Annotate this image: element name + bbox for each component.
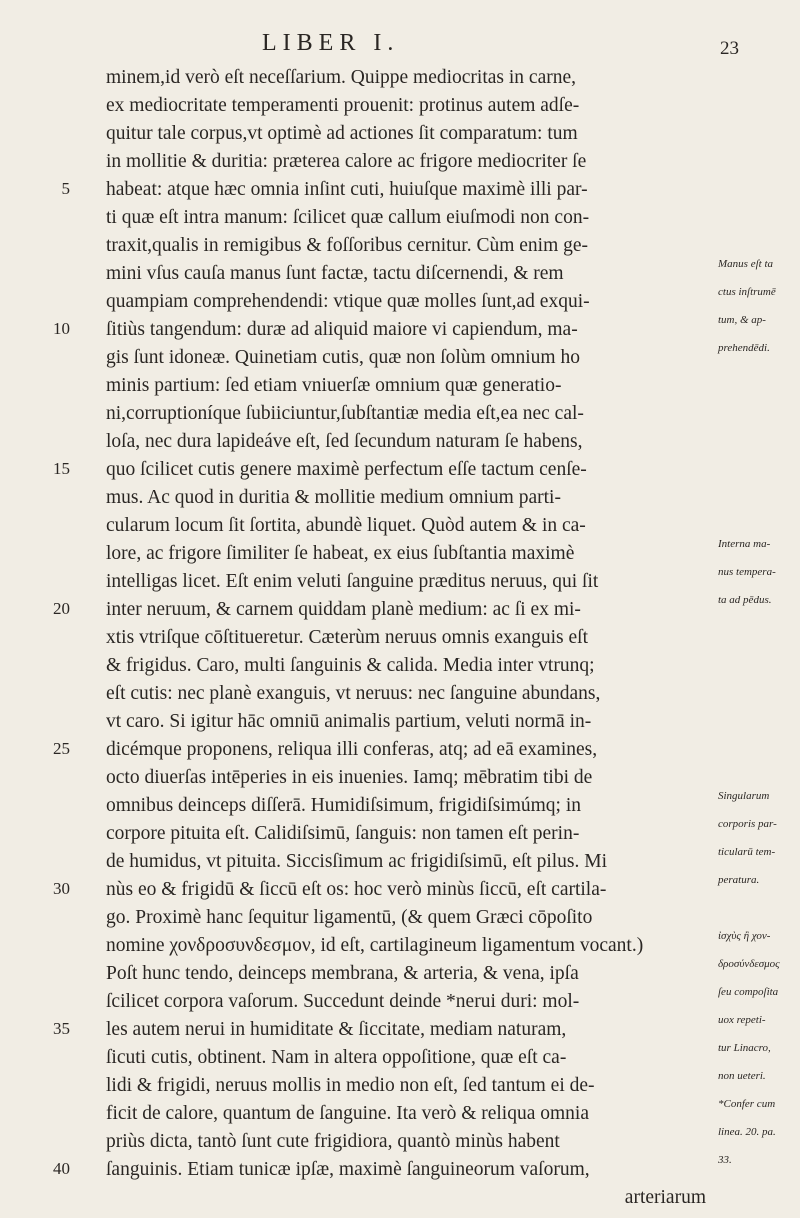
text-line <box>40 512 790 540</box>
line-text: gis ſunt idoneæ. Quinetiam cutis, quæ non ſolùm omnium ho <box>106 347 580 368</box>
marginal-note: δροσύνδεσμος <box>718 958 780 970</box>
line-number: 40 <box>53 1159 70 1178</box>
line-text: minem,id verò eſt neceſſarium. Quippe mediocritas in carne, <box>106 67 576 88</box>
text-line <box>40 568 790 596</box>
line-text: omnibus deinceps diſſerā. Humidiſsimum, frigidiſsimúmq; in <box>106 795 582 816</box>
text-line <box>40 484 790 512</box>
text-line <box>40 904 790 932</box>
page-header <box>0 30 800 60</box>
marginal-note: tum, & ap- <box>718 314 766 326</box>
text-line <box>40 960 790 988</box>
line-text: ti quæ eſt intra manum: ſcilicet quæ callum eiuſmodi non con- <box>106 207 590 228</box>
text-line <box>40 176 790 204</box>
marginal-note: peratura. <box>718 874 760 886</box>
line-text: de humidus, vt pituita. Siccisſimum ac frigidiſsimū, eſt pilus. Mi <box>106 851 608 872</box>
marginal-note: corporis par- <box>718 818 777 830</box>
page-number: 23 <box>720 38 739 59</box>
marginal-note: nus tempera- <box>718 566 776 578</box>
main-text <box>40 64 790 1212</box>
text-line <box>40 792 790 820</box>
line-text: priùs dicta, tantò ſunt cute frigidiora, quantò minùs habent <box>106 1131 560 1152</box>
text-line <box>40 820 790 848</box>
line-number: 5 <box>61 179 70 198</box>
line-text: intelligas licet. Eſt enim veluti ſanguine præditus neruus, qui ſit <box>106 571 599 592</box>
marginal-note: Interna ma- <box>718 538 771 550</box>
text-line <box>40 624 790 652</box>
line-text: ex mediocritate temperamenti prouenit: protinus autem adſe- <box>106 95 580 116</box>
marginal-note: ἰσχὺς ἢ χον- <box>718 930 771 942</box>
text-line <box>40 288 790 316</box>
line-text: ſitiùs tangendum: duræ ad aliquid maiore vi capiendum, ma- <box>106 319 578 340</box>
text-line <box>40 456 790 484</box>
line-text: octo diuerſas intēperies in eis inuenies. Iamq; mēbratim tibi de <box>106 767 593 788</box>
line-text: nomine χονδροσυνδεσμον, id eſt, cartilagineum ligamentum vocant.) <box>106 935 644 956</box>
line-text: loſa, nec dura lapideáve eſt, ſed ſecundum naturam ſe habens, <box>106 431 583 452</box>
marginal-note: tur Linacro, <box>718 1042 771 1054</box>
marginal-note: ſeu compoſita <box>718 986 779 998</box>
catchword: arteriarum <box>624 1187 706 1208</box>
text-line <box>40 1156 790 1184</box>
text-line <box>40 1016 790 1044</box>
text-line <box>40 680 790 708</box>
text-line <box>40 64 790 92</box>
line-text: habeat: atque hæc omnia inſint cuti, huiuſque maximè illi par- <box>106 179 588 200</box>
line-text: ficit de calore, quantum de ſanguine. Ita verò & reliqua omnia <box>106 1103 589 1124</box>
line-text: traxit,qualis in remigibus & foſſoribus cernitur. Cùm enim ge- <box>106 235 589 256</box>
marginal-note: Manus eſt ta <box>718 258 773 270</box>
line-text: lidi & frigidi, neruus mollis in medio non eſt, ſed tantum ei de- <box>106 1075 595 1096</box>
text-line <box>40 120 790 148</box>
text-line <box>40 204 790 232</box>
line-text: ſicuti cutis, obtinent. Nam in altera oppoſitione, quæ eſt ca- <box>106 1047 567 1068</box>
marginal-note: *Confer cum <box>718 1098 776 1110</box>
text-line <box>40 988 790 1016</box>
text-line <box>40 1044 790 1072</box>
line-text: eſt cutis: nec planè exanguis, vt neruus: nec ſanguine abundans, <box>106 683 601 704</box>
text-line <box>40 316 790 344</box>
line-text: Poſt hunc tendo, deinceps membrana, & arteria, & vena, ipſa <box>106 963 579 984</box>
text-line <box>40 428 790 456</box>
text-line <box>40 764 790 792</box>
marginal-note: ta ad pēdus. <box>718 594 772 606</box>
text-line <box>40 876 790 904</box>
catchword-row <box>40 1184 790 1212</box>
text-line <box>40 652 790 680</box>
text-line <box>40 344 790 372</box>
marginal-note: uox repeti- <box>718 1014 766 1026</box>
text-line <box>40 708 790 736</box>
line-text: quo ſcilicet cutis genere maximè perfectum eſſe tactum cenſe- <box>106 459 587 480</box>
text-line <box>40 932 790 960</box>
text-line <box>40 148 790 176</box>
line-text: ſanguinis. Etiam tunicæ ipſæ, maximè ſanguineorum vaſorum, <box>106 1159 590 1180</box>
text-line <box>40 92 790 120</box>
line-text: ſcilicet corpora vaſorum. Succedunt deinde *nerui duri: mol- <box>106 991 580 1012</box>
line-text: dicémque proponens, reliqua illi conferas, atq; ad eā examines, <box>106 739 598 760</box>
line-text: vt caro. Si igitur hāc omniū animalis partium, veluti normā in- <box>106 711 592 732</box>
line-text: in mollitie & duritia: præterea calore ac frigore mediocriter ſe <box>106 151 587 172</box>
text-line <box>40 1072 790 1100</box>
line-text: mus. Ac quod in duritia & mollitie medium omnium parti- <box>106 487 561 508</box>
text-line <box>40 260 790 288</box>
marginal-note: non ueteri. <box>718 1070 766 1082</box>
line-text: cularum locum ſit ſortita, abundè liquet. Quòd autem & in ca- <box>106 515 586 536</box>
running-title: LIBER I. <box>262 30 400 56</box>
marginal-note: ticularū tem- <box>718 846 776 858</box>
line-text: ni,corruptioníque ſubiiciuntur,ſubſtantiæ media eſt,ea nec cal- <box>106 403 584 424</box>
line-number: 35 <box>53 1019 70 1038</box>
line-text: quampiam comprehendendi: vtique quæ molles ſunt,ad exqui- <box>106 291 590 312</box>
text-line <box>40 400 790 428</box>
text-line <box>40 848 790 876</box>
line-text: quitur tale corpus,vt optimè ad actiones ſit comparatum: tum <box>106 123 578 144</box>
line-number: 25 <box>53 739 70 758</box>
text-line <box>40 1128 790 1156</box>
line-text: go. Proximè hanc ſequitur ligamentū, (& quem Græci cōpoſito <box>106 907 593 928</box>
line-number: 20 <box>53 599 70 618</box>
text-line <box>40 736 790 764</box>
line-text: & frigidus. Caro, multi ſanguinis & calida. Media inter vtrunq; <box>106 655 595 676</box>
line-text: inter neruum, & carnem quiddam planè medium: ac ſi ex mi- <box>106 599 581 620</box>
marginal-note: prehendēdi. <box>718 342 770 354</box>
line-text: lore, ac frigore ſimiliter ſe habeat, ex eius ſubſtantia maximè <box>106 543 575 564</box>
text-line <box>40 596 790 624</box>
line-text: les autem nerui in humiditate & ſiccitate, mediam naturam, <box>106 1019 567 1040</box>
line-number: 15 <box>53 459 70 478</box>
line-number: 30 <box>53 879 70 898</box>
text-line <box>40 1100 790 1128</box>
marginal-note: 33. <box>718 1154 732 1166</box>
line-text: corpore pituita eſt. Calidiſsimū, ſanguis: non tamen eſt perin- <box>106 823 580 844</box>
line-text: minis partium: ſed etiam vniuerſæ omnium quæ generatio- <box>106 375 562 396</box>
line-text: mini vſus cauſa manus ſunt factæ, tactu diſcernendi, & rem <box>106 263 564 284</box>
line-text: nùs eo & frigidū & ſiccū eſt os: hoc verò minùs ſiccū, eſt cartila- <box>106 879 607 900</box>
text-line <box>40 232 790 260</box>
line-number: 10 <box>53 319 70 338</box>
line-text: xtis vtriſque cōſtitueretur. Cæterùm neruus omnis exanguis eſt <box>106 627 589 648</box>
marginal-note: linea. 20. pa. <box>718 1126 776 1138</box>
marginal-note: Singularum <box>718 790 770 802</box>
text-line <box>40 372 790 400</box>
marginal-note: ctus inſtrumē <box>718 286 776 298</box>
text-line <box>40 540 790 568</box>
